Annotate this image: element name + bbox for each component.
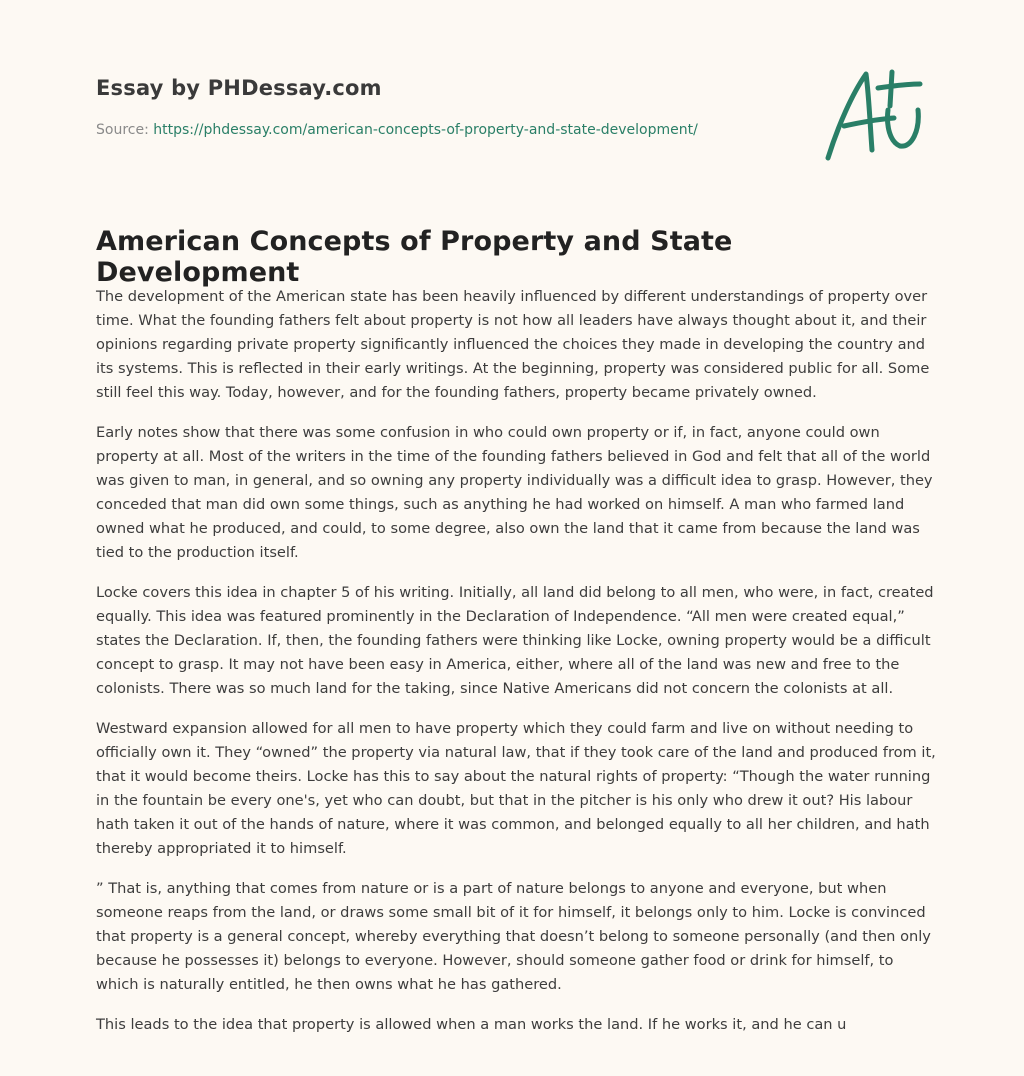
site-brand: Essay by PHDessay.com	[96, 76, 382, 100]
essay-paragraph: Westward expansion allowed for all men to have property which they could farm and live on without needing to officially own it. They “owned” the property via natural law, that if they took care of the land and produced from it, that it would become theirs. Locke has this to say about the natural rights of property: “Though the water running in the fountain be every one's, yet who can doubt, but that in the pitcher is his only who drew it out? His labour hath taken it out of the hands of nature, where it was common, and belonged equally to all her children, and hath thereby appropriated it to himself.	[96, 720, 936, 857]
essay-body	[96, 285, 936, 1053]
essay-paragraph: Early notes show that there was some confusion in who could own property or if, in fact, anyone could own property at all. Most of the writers in the time of the founding fathers believed in God and felt that all of the world was given to man, in general, and so owning any property individually was a difficult idea to grasp. However, they conceded that man did own some things, such as anything he had worked on himself. A man who farmed land owned what he produced, and could, to some degree, also own the land that it came from because the land was tied to the production itself.	[96, 424, 933, 561]
essay-paragraph: This leads to the idea that property is allowed when a man works the land. If he works it, and he can u	[96, 1016, 847, 1033]
source-line	[96, 122, 756, 138]
essay-header	[96, 76, 756, 138]
source-link[interactable]: https://phdessay.com/american-concepts-of-property-and-state-development/	[153, 122, 698, 138]
a-plus-grade-icon	[822, 66, 930, 166]
essay-paragraph: ” That is, anything that comes from nature or is a part of nature belongs to anyone and everyone, but when someone reaps from the land, or draws some small bit of it for himself, it belongs only to him. Locke is convinced that property is a general concept, whereby everything that doesn’t belong to someone personally (and then only because he possesses it) belongs to everyone. However, should someone gather food or drink for himself, to which is naturally entitled, he then owns what he has gathered.	[96, 880, 931, 993]
essay-paragraph: The development of the American state has been heavily influenced by different understandings of property over time. What the founding fathers felt about property is not how all leaders have always thought about it, and their opinions regarding private property significantly influenced the choices they made in developing the country and its systems. This is reflected in their early writings. At the beginning, property was considered public for all. Some still feel this way. Today, however, and for the founding fathers, property became privately owned.	[96, 288, 930, 401]
essay-title: American Concepts of Property and State Development	[96, 226, 733, 288]
source-label: Source:	[96, 122, 149, 138]
essay-paragraph: Locke covers this idea in chapter 5 of his writing. Initially, all land did belong to all men, who were, in fact, created equally. This idea was featured prominently in the Declaration of Independence. “All men were created equal,” states the Declaration. If, then, the founding fathers were thinking like Locke, owning property would be a difficult concept to grasp. It may not have been easy in America, either, where all of the land was new and free to the colonists. There was so much land for the taking, since Native Americans did not concern the colonists at all.	[96, 584, 934, 697]
